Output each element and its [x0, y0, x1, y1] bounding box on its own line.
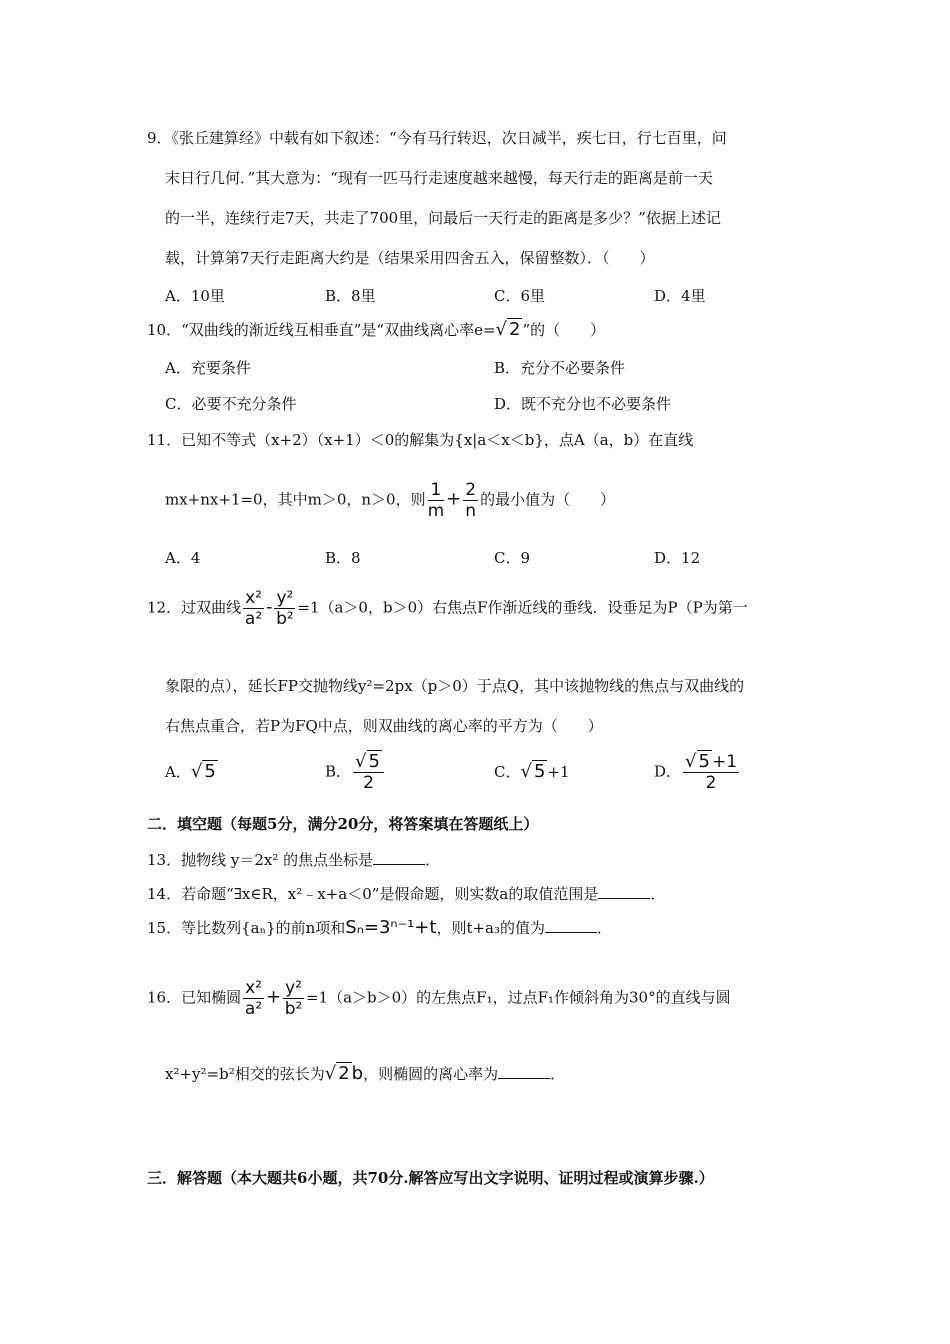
q12-option-a-sqrt: √ 5 — [190, 761, 216, 782]
q10-stem — [147, 320, 605, 340]
q9-line2: 末日行几何．”其大意为：“现有一匹马行走速度越来越慢，每天行走的距离是前一天 — [165, 169, 713, 187]
q12-option-b-fraction: $\frac{√ 5}{2}$ — [353, 752, 384, 793]
q9-option-a: A．10里 — [165, 287, 225, 305]
q12-line1 — [147, 588, 748, 629]
q16-line1: 16．已知椭圆 $\frac{\text{x²}}{\text{a²}}$ + $\frac{\text{y²}}{\text{b²}}$ =1（a＞b＞0）的左焦点F₁，过点F₁作倾斜角为30°的直线与圆 — [147, 978, 731, 1019]
q11-line1: 11．已知不等式（x+2）（x+1）＜0的解集为{x|a＜x＜b}，点A（a，b）在直线 — [147, 431, 694, 449]
q11-plus: + — [446, 488, 462, 510]
q13-answer-blank[interactable] — [373, 850, 425, 865]
q11-fraction-1: $\frac{1}{m}$ — [427, 480, 445, 521]
q14: 14．若命题“∃x∈R，x²﹣x+a＜0”是假命题，则实数a的取值范围是 ． — [147, 885, 666, 903]
q12-option-a: A．√ 5 — [165, 761, 216, 782]
q15-formula: Sₙ=3ⁿ⁻¹+t — [345, 917, 437, 938]
q11-option-c: C．9 — [494, 549, 531, 567]
q12-post: =1（a＞0，b＞0）右焦点F作渐近线的垂线．设垂足为P（P为第一 — [297, 598, 748, 617]
q10-pre: 10．“双曲线的渐近线互相垂直”是“双曲线离心率e= — [147, 321, 496, 339]
q10-option-d: D．既不充分也不必要条件 — [494, 395, 672, 413]
q9-option-d: D．4里 — [654, 287, 706, 305]
q14-answer-blank[interactable] — [598, 884, 650, 899]
q11-option-b: B．8 — [325, 549, 361, 567]
q12-option-c: C．√ 5 +1 — [494, 761, 570, 782]
section-2-heading: 二．填空题（每题5分，满分20分，将答案填在答题纸上） — [147, 815, 539, 833]
q16-fraction-y: $\frac{\text{y²}}{\text{b²}}$ — [284, 978, 303, 1019]
q16-line2: x²+y²=b²相交的弦长为√ 2 b，则椭圆的离心率为 ． — [165, 1063, 566, 1084]
q12-pre: 12．过双曲线 — [147, 598, 242, 617]
q11-line2 — [165, 480, 615, 521]
q11-option-d: D．12 — [654, 549, 701, 567]
q12-fraction-y: $\frac{\text{y²}}{\text{b²}}$ — [276, 588, 294, 629]
q16-sqrt: √ 2 — [324, 1063, 350, 1084]
q15: 15．等比数列{aₙ}的前n项和Sₙ=3ⁿ⁻¹+t，则t+a₃的值为 ． — [147, 917, 613, 938]
q11-line2-pre: mx+nx+1=0，其中m＞0，n＞0，则 — [165, 490, 426, 509]
q16-fraction-x: $\frac{\text{x²}}{\text{a²}}$ — [244, 978, 263, 1019]
q12-option-b: B． $\frac{√ 5}{2}$ — [325, 752, 386, 793]
section-3-heading: 三．解答题（本大题共6小题，共70分.解答应写出文字说明、证明过程或演算步骤.） — [147, 1169, 714, 1187]
q10-option-a: A．充要条件 — [165, 359, 251, 377]
q15-answer-blank[interactable] — [545, 918, 597, 933]
q12-line3: 右焦点重合，若P为FQ中点，则双曲线的离心率的平方为（ ） — [165, 717, 603, 735]
q11-fraction-2: $\frac{2}{n}$ — [465, 480, 477, 521]
q10-sqrt: √ 2 — [495, 319, 521, 340]
q10-option-c: C．必要不充分条件 — [165, 395, 297, 413]
q10-option-b: B．充分不必要条件 — [494, 359, 626, 377]
q9-line1: 9．《张丘建算经》中载有如下叙述：“今有马行转迟，次日减半，疾七日，行七百里，问 — [147, 129, 727, 147]
q12-option-d: D． $\frac{√ 5 +1}{2}$ — [654, 751, 738, 793]
q12-line2: 象限的点），延长FP交抛物线y²=2px（p＞0）于点Q，其中该抛物线的焦点与双曲线的 — [165, 677, 745, 695]
q12-minus: - — [265, 596, 273, 618]
q16-answer-blank[interactable] — [498, 1064, 550, 1079]
q12-fraction-x: $\frac{\text{x²}}{\text{a²}}$ — [244, 588, 263, 629]
q9-line4: 载，计算第7天行走距离大约是（结果采用四舍五入，保留整数）．（ ） — [165, 249, 655, 267]
q12-option-c-sqrt: √ 5 — [520, 761, 546, 782]
q11-line2-post: 的最小值为（ ） — [480, 490, 616, 509]
q10-post: ”的（ ） — [522, 321, 606, 339]
q9-option-b: B．8里 — [325, 287, 376, 305]
q9-option-c: C．6里 — [494, 287, 546, 305]
q9-line3: 的一半，连续行走7天，共走了700里，问最后一天行走的距离是多少？”依据上述记 — [165, 209, 721, 227]
q12-option-d-fraction: $\frac{√ 5 +1}{2}$ — [685, 751, 738, 793]
q13: 13．抛物线 y＝2x² 的焦点坐标是 ． — [147, 851, 441, 869]
q11-option-a: A．4 — [165, 549, 201, 567]
